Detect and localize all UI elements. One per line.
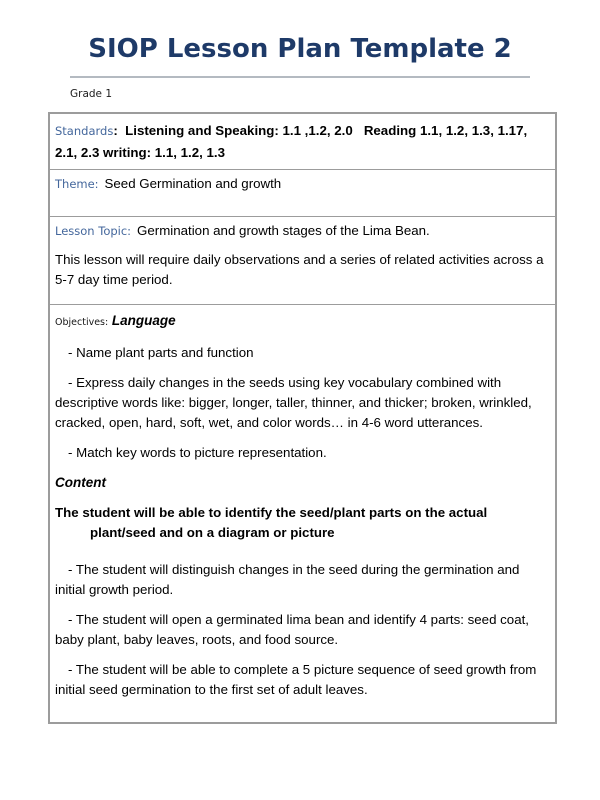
language-objective-item: - Match key words to picture representation. xyxy=(68,445,327,460)
standards-colon: : xyxy=(113,123,118,138)
theme-row xyxy=(50,170,555,217)
theme-line xyxy=(55,174,550,194)
objectives-head xyxy=(55,311,550,333)
objectives-label: Objectives: xyxy=(55,317,109,328)
language-heading: Language xyxy=(111,313,176,328)
language-objective-item: - Express daily changes in the seeds using key vocabulary combined with descriptive words like: bigger, longer, taller, thinner, and thicker; broken, wrinkled, cracked, open, hard, soft, wet, and color words… in 4-6 word utterances. xyxy=(55,375,532,430)
content-objective-item: - The student will open a germinated lima bean and identify 4 parts: seed coat, baby plant, baby leaves, roots, and food source. xyxy=(55,612,529,647)
lesson-topic-label: Lesson Topic: xyxy=(55,224,132,238)
lesson-topic-text: Germination and growth stages of the Lima Bean. xyxy=(137,223,430,238)
theme-label: Theme: xyxy=(55,177,99,191)
standards-row xyxy=(50,114,555,170)
content-objective-item: - The student will distinguish changes in the seed during the germination and initial growth period. xyxy=(55,562,520,597)
lesson-table xyxy=(48,112,557,724)
standards-line xyxy=(55,120,550,163)
objectives-row xyxy=(50,305,555,719)
content-heading-line xyxy=(55,473,550,493)
lesson-topic-paragraph: This lesson will require daily observations and a series of related activities across a 5-7 day time period. xyxy=(55,252,544,287)
standards-text: Listening and Speaking: 1.1 ,1.2, 2.0 Reading 1.1, 1.2, 1.3, 1.17, 2.1, 2.3 writing: 1.1, 1.2, 1.3 xyxy=(55,123,531,160)
lesson-topic-row xyxy=(50,217,555,305)
language-objective-item: - Name plant parts and function xyxy=(68,345,254,360)
content-heading: Content xyxy=(55,475,106,490)
grade-label: Grade 1 xyxy=(70,88,113,100)
title-rule xyxy=(70,76,530,78)
content-objective-item: - The student will be able to complete a 5 picture sequence of seed growth from initial seed germination to the first set of adult leaves. xyxy=(55,662,537,697)
content-lead: The student will be able to identify the seed/plant parts on the actual plant/seed and on a diagram or picture xyxy=(55,505,488,540)
lesson-topic-line xyxy=(55,221,550,241)
standards-label: Standards xyxy=(55,124,114,138)
page-title: SIOP Lesson Plan Template 2 xyxy=(88,34,512,64)
theme-text: Seed Germination and growth xyxy=(104,176,282,191)
